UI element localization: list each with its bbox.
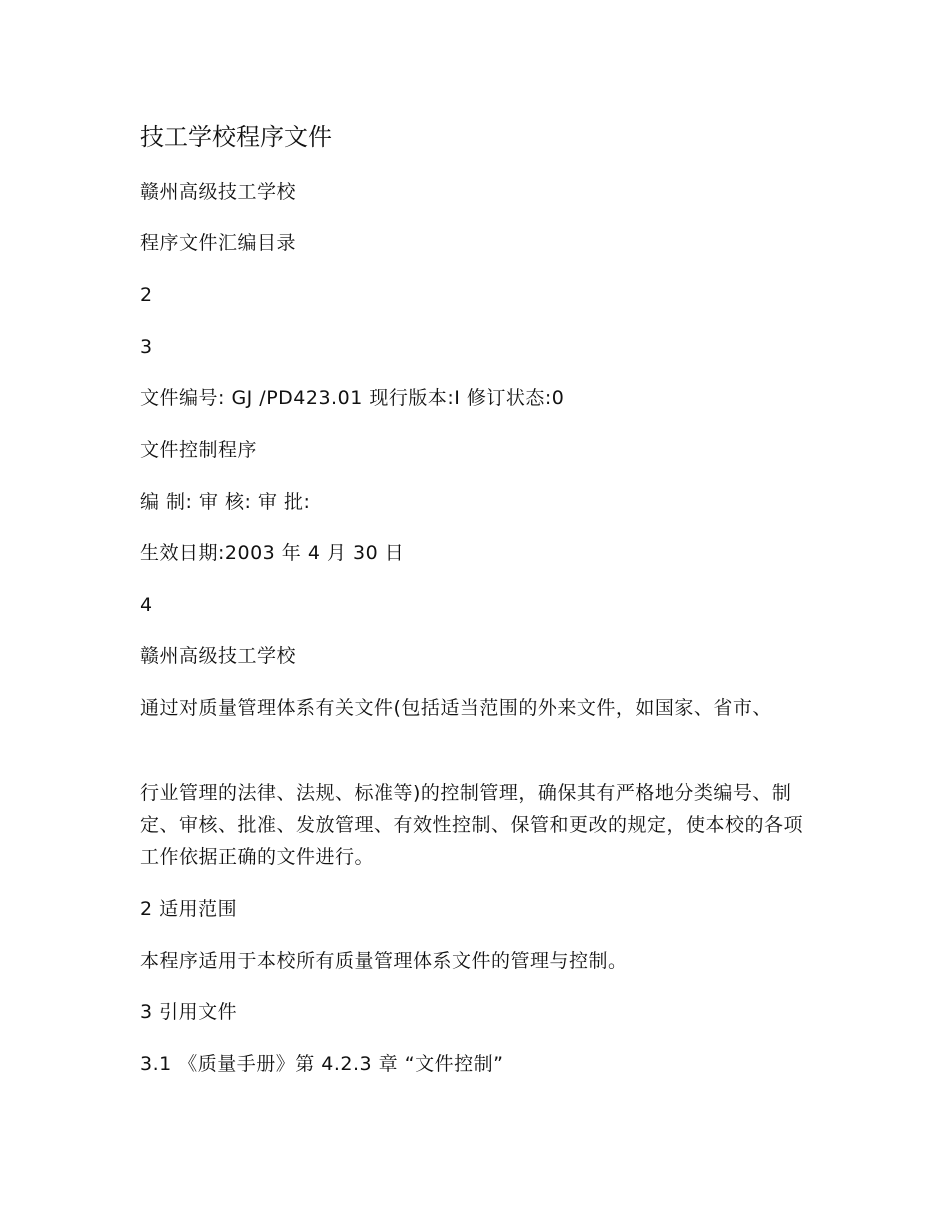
school-name-repeat: 赣州高级技工学校 xyxy=(140,645,297,667)
section-2-heading: 2 适用范围 xyxy=(140,898,238,920)
purpose-paragraph-1: 通过对质量管理体系有关文件(包括适当范围的外来文件，如国家、省市、 xyxy=(140,697,772,719)
toc-heading: 程序文件汇编目录 xyxy=(140,232,297,254)
purpose-paragraph-2: 行业管理的法律、法规、标准等)的控制管理，确保其有严格地分类编号、制定、审核、批准、发放管理、有效性控制、保管和更改的规定，使本校的各项工作依据正确的文件进行。 xyxy=(140,782,804,868)
section-3-heading: 3 引用文件 xyxy=(140,1001,238,1023)
reference-3-1: 3.1 《质量手册》第 4.2.3 章 “文件控制” xyxy=(140,1053,504,1075)
section-2-text: 本程序适用于本校所有质量管理体系文件的管理与控制。 xyxy=(140,950,628,972)
school-name: 赣州高级技工学校 xyxy=(140,181,297,203)
effective-date: 生效日期:2003 年 4 月 30 日 xyxy=(140,542,405,564)
procedure-name: 文件控制程序 xyxy=(140,439,258,461)
page-number-3: 3 xyxy=(140,336,153,358)
document-code-line: 文件编号: GJ /PD423.01 现行版本:I 修订状态:0 xyxy=(140,387,565,409)
page-number-4: 4 xyxy=(140,594,153,616)
approval-line: 编 制: 审 核: 审 批: xyxy=(140,491,311,513)
page-number-2: 2 xyxy=(140,284,153,306)
document-title: 技工学校程序文件 xyxy=(140,123,332,151)
